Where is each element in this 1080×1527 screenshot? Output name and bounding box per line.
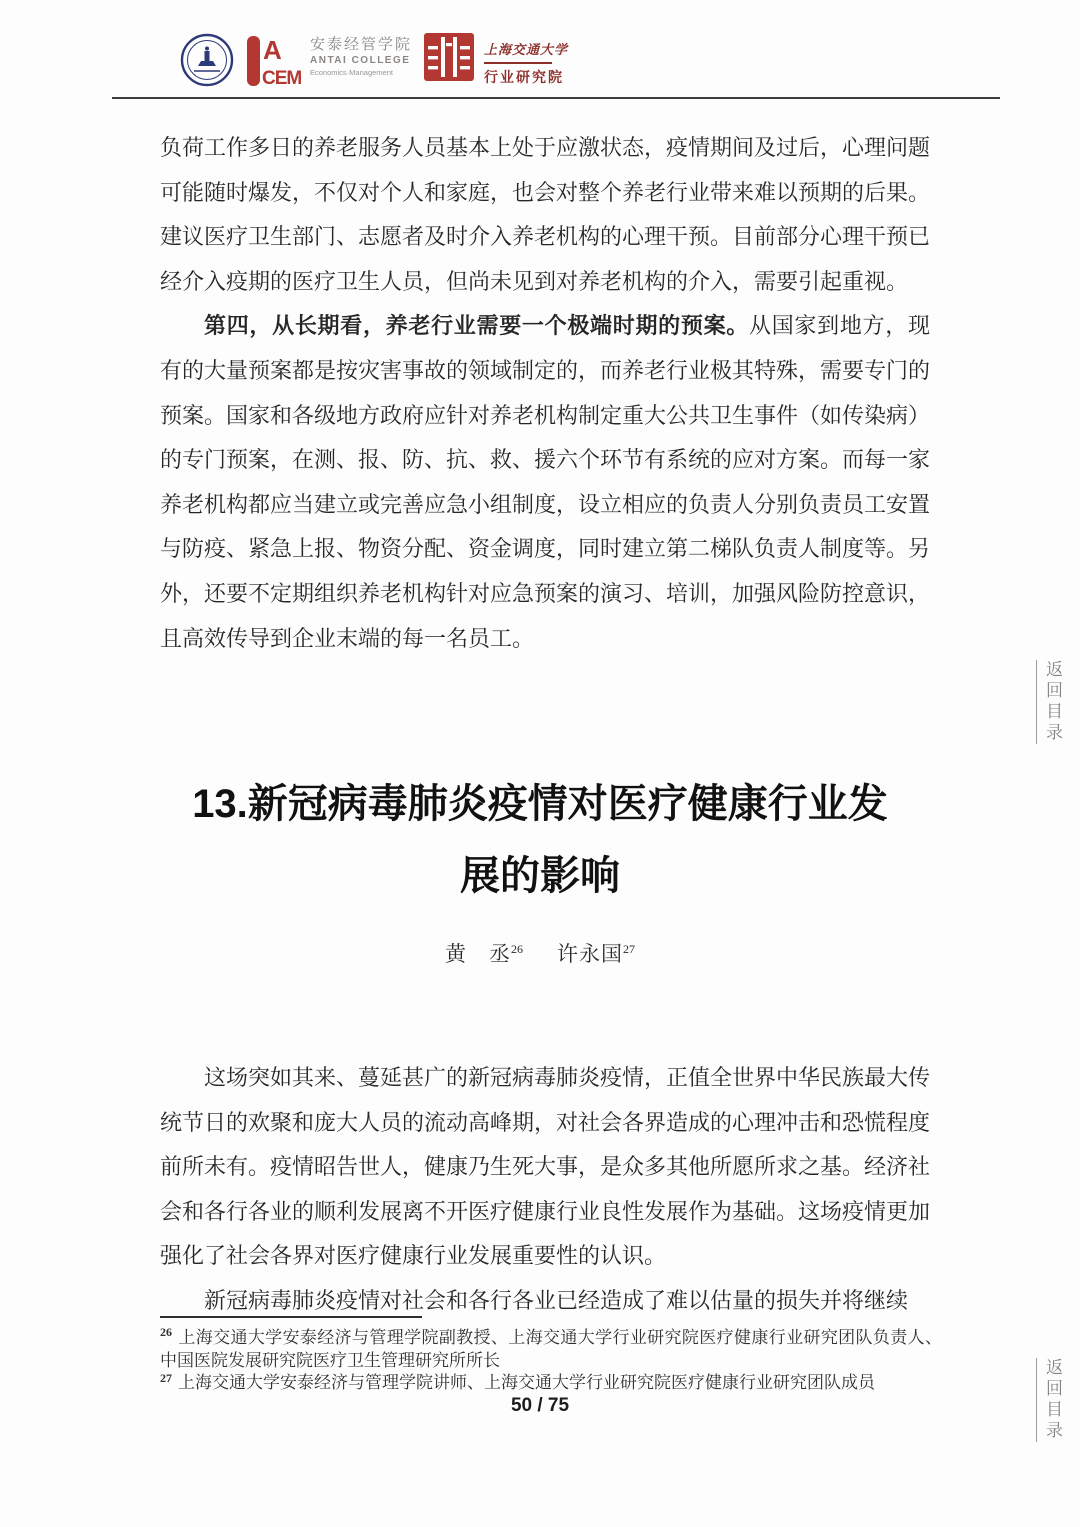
- paragraph-intro: 这场突如其来、蔓延甚广的新冠病毒肺炎疫情，正值全世界中华民族最大传统节日的欢聚和庞大人员的流动高峰期，对社会各界造成的心理冲击和恐慌程度前所未有。疫情昭告世人，健康乃生死大事，是众多其他所愿所求之基。经济社会和各行各业的顺利发展离不开医疗健康行业良性发展作为基础。这场疫情更加强化了社会各界对医疗健康行业发展重要性的认识。: [160, 1065, 931, 1269]
- university-script-name: 上海交通大学: [484, 42, 569, 57]
- paragraph-continuation: 负荷工作多日的养老服务人员基本上处于应激状态，疫情期间及过后，心理问题可能随时爆发，不仅对个人和家庭，也会对整个养老行业带来难以预期的后果。建议医疗卫生部门、志愿者及时介入养老机构的心理干预。目前部分心理干预已经介入疫期的医疗卫生人员，但尚未见到对养老机构的介入，需要引起重视。: [160, 135, 931, 294]
- sjtu-square-seal-icon: [424, 33, 474, 81]
- return-to-toc-link-lower[interactable]: 返回目录: [1036, 1358, 1065, 1442]
- college-lockup: [310, 33, 412, 77]
- article-lower: [160, 1056, 930, 1324]
- acem-letter-a: A: [263, 35, 282, 65]
- author-2-footnote-ref: 27: [623, 942, 635, 956]
- section-heading-line1: 13.新冠病毒肺炎疫情对医疗健康行业发: [192, 782, 888, 826]
- author-2-name: 许永国: [557, 942, 623, 966]
- article-upper: [160, 126, 930, 661]
- paragraph-fourth-point: [160, 304, 930, 661]
- footnote-26-text: 上海交通大学安泰经济与管理学院副教授、上海交通大学行业研究院医疗健康行业研究团队负责人、中国医院发展研究院医疗卫生管理研究所所长: [160, 1328, 942, 1370]
- authors-line: [0, 938, 1080, 968]
- sjtu-seal-icon: [180, 33, 234, 87]
- footnote-27-text: 上海交通大学安泰经济与管理学院讲师、上海交通大学行业研究院医疗健康行业研究团队成员: [178, 1373, 875, 1393]
- header-brand: [180, 33, 568, 97]
- footnotes-section: [160, 1316, 942, 1395]
- college-name-en: ANTAI COLLEGE: [310, 55, 411, 66]
- college-subtitle: Economics·Management: [310, 68, 393, 77]
- author-1-name: 黄 丞: [445, 942, 511, 966]
- acem-letters-cem: CEM: [262, 68, 302, 89]
- header-rule: [112, 97, 1000, 99]
- footnote-27-marker: 27: [160, 1370, 172, 1385]
- institute-lockup: [484, 33, 568, 87]
- paragraph-loss: 新冠病毒肺炎疫情对社会和各行各业已经造成了难以估量的损失并将继续: [204, 1287, 909, 1313]
- footnote-separator: [160, 1316, 422, 1318]
- footnote-26-marker: 26: [160, 1325, 172, 1340]
- institute-divider: [484, 62, 552, 64]
- institute-name: 行业研究院: [484, 68, 565, 85]
- acem-logo-icon: [244, 33, 302, 89]
- footnote-27: [160, 1372, 942, 1395]
- footnote-26: [160, 1327, 942, 1372]
- paragraph-fourth-rest: 从国家到地方，现有的大量预案都是按灾害事故的领域制定的，而养老行业极其特殊，需要专门的预案。国家和各级地方政府应针对养老机构制定重大公共卫生事件（如传染病）的专门预案，在测、报、防、抗、救、援六个环节有系统的应对方案。而每一家养老机构都应当建立或完善应急小组制度，设立相应的负责人分别负责员工安置与防疫、紧急上报、物资分配、资金调度，同时建立第二梯队负责人制度等。另外，还要不定期组织养老机构针对应急预案的演习、培训，加强风险防控意识，且高效传导到企业末端的每一名员工。: [160, 313, 931, 651]
- section-heading-line2: 展的影响: [460, 854, 620, 898]
- college-name-cn: 安泰经管学院: [310, 36, 413, 53]
- return-to-toc-link-upper[interactable]: 返回目录: [1036, 660, 1065, 744]
- page-number: 50 / 75: [510, 1395, 570, 1416]
- paragraph-fourth-lead: 第四，从长期看，养老行业需要一个极端时期的预案。: [204, 313, 750, 339]
- section-heading: [0, 768, 1080, 912]
- author-1-footnote-ref: 26: [511, 942, 523, 956]
